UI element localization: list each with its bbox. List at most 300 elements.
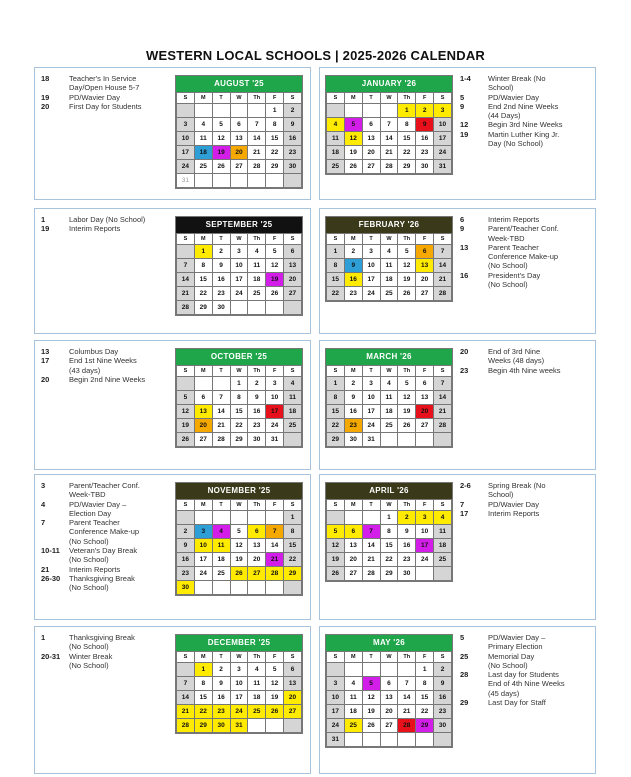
week-row xyxy=(327,287,452,301)
page-title: WESTERN LOCAL SCHOOLS | 2025-2026 CALENDAR xyxy=(145,48,486,63)
day-cell: 3 xyxy=(230,245,248,259)
month-header: OCTOBER '25 xyxy=(176,349,302,365)
empty-day-cell xyxy=(284,301,302,315)
empty-day-cell xyxy=(266,511,284,525)
day-cell: 21 xyxy=(177,705,195,719)
day-cell: 25 xyxy=(344,719,362,733)
day-cell: 10 xyxy=(177,132,195,146)
weekday-header: S xyxy=(177,366,195,377)
day-cell: 18 xyxy=(212,553,230,567)
day-cell: 21 xyxy=(380,146,398,160)
day-cell: 3 xyxy=(266,377,284,391)
day-cell: 28 xyxy=(266,567,284,581)
day-cell: 30 xyxy=(248,433,266,447)
empty-day-cell xyxy=(344,733,362,747)
weekday-header: M xyxy=(194,652,212,663)
event-date: 16 xyxy=(460,270,469,280)
week-row xyxy=(327,677,452,691)
weekday-header: T xyxy=(212,366,230,377)
day-cell: 26 xyxy=(362,719,380,733)
event-date: 5 xyxy=(460,633,465,642)
day-cell: 17 xyxy=(362,273,380,287)
weekday-header: Th xyxy=(398,652,416,663)
month-grid xyxy=(176,651,302,733)
week-row xyxy=(327,160,452,174)
day-cell: 2 xyxy=(212,245,230,259)
empty-day-cell xyxy=(266,719,284,733)
empty-day-cell xyxy=(177,663,195,677)
event-date: 4 xyxy=(41,499,46,509)
month-header: FEBRUARY '26 xyxy=(326,217,452,233)
day-cell: 9 xyxy=(416,118,434,132)
week-row xyxy=(177,581,302,595)
day-cell: 29 xyxy=(194,719,212,733)
month-header: APRIL '26 xyxy=(326,483,452,499)
day-cell: 25 xyxy=(248,287,266,301)
week-row xyxy=(177,705,302,719)
event-date: 1-4 xyxy=(460,74,471,83)
week-row xyxy=(177,118,302,132)
weekday-header: W xyxy=(380,652,398,663)
event-text: PD/Wavier Day – Primary Election xyxy=(488,633,546,652)
day-cell: 21 xyxy=(248,146,266,160)
day-cell: 30 xyxy=(212,301,230,315)
month-calendar xyxy=(175,216,303,316)
day-cell: 22 xyxy=(284,553,302,567)
day-cell: 15 xyxy=(284,539,302,553)
empty-day-cell xyxy=(380,733,398,747)
day-cell: 21 xyxy=(434,273,452,287)
day-cell: 19 xyxy=(230,553,248,567)
event-text: PD/Wavier Day xyxy=(69,92,120,102)
event-text: Martin Luther King Jr. Day (No School) xyxy=(488,129,560,149)
day-cell: 25 xyxy=(380,287,398,301)
week-row xyxy=(177,677,302,691)
day-cell: 7 xyxy=(362,525,380,539)
day-cell: 27 xyxy=(362,160,380,174)
weekday-header: S xyxy=(327,234,345,245)
day-cell: 2 xyxy=(434,663,452,677)
day-cell: 19 xyxy=(327,553,345,567)
event-date: 18 xyxy=(41,74,50,83)
empty-day-cell xyxy=(380,663,398,677)
event-notes xyxy=(41,347,175,384)
day-cell: 6 xyxy=(362,118,380,132)
day-cell: 22 xyxy=(266,146,284,160)
day-cell: 4 xyxy=(212,525,230,539)
day-cell: 13 xyxy=(194,405,212,419)
week-row xyxy=(327,553,452,567)
day-cell: 14 xyxy=(212,405,230,419)
empty-day-cell xyxy=(416,733,434,747)
event-text: End of 3rd Nine Weeks (48 days) xyxy=(488,347,545,366)
day-cell: 11 xyxy=(327,132,345,146)
event-text: Interim Reports xyxy=(488,508,540,518)
day-cell: 25 xyxy=(194,160,212,174)
event-notes xyxy=(41,633,175,670)
empty-day-cell xyxy=(177,104,195,118)
day-cell: 5 xyxy=(266,663,284,677)
event-text: Parent/Teacher Conf. Week-TBD xyxy=(69,481,140,500)
day-cell: 21 xyxy=(398,705,416,719)
week-row xyxy=(327,525,452,539)
month-grid xyxy=(326,233,452,301)
event-note xyxy=(41,574,175,593)
event-date: 1 xyxy=(41,215,46,224)
week-row xyxy=(327,273,452,287)
empty-day-cell xyxy=(434,433,452,447)
month-panel-left xyxy=(34,340,311,470)
weekday-header: S xyxy=(327,366,345,377)
day-cell: 3 xyxy=(416,511,434,525)
day-cell: 31 xyxy=(362,433,380,447)
day-cell: 18 xyxy=(194,146,212,160)
empty-day-cell xyxy=(284,581,302,595)
day-cell: 11 xyxy=(248,677,266,691)
weekday-header: Th xyxy=(248,500,266,511)
weekday-header: W xyxy=(380,500,398,511)
empty-day-cell xyxy=(327,663,345,677)
day-cell: 16 xyxy=(212,691,230,705)
weekday-header: S xyxy=(177,652,195,663)
day-cell: 6 xyxy=(248,525,266,539)
day-cell: 5 xyxy=(177,391,195,405)
empty-day-cell xyxy=(266,174,284,188)
week-row xyxy=(327,146,452,160)
weekday-header: S xyxy=(434,652,452,663)
day-cell: 8 xyxy=(327,391,345,405)
day-cell: 25 xyxy=(284,419,302,433)
weekday-header: M xyxy=(344,93,362,104)
day-cell: 11 xyxy=(380,391,398,405)
event-text: Spring Break (No School) xyxy=(488,481,546,500)
weekday-header: Th xyxy=(398,366,416,377)
day-cell: 19 xyxy=(212,146,230,160)
day-cell: 30 xyxy=(398,567,416,581)
weekday-header: M xyxy=(344,366,362,377)
day-cell: 26 xyxy=(266,705,284,719)
day-cell: 1 xyxy=(380,511,398,525)
weekday-header: T xyxy=(362,366,380,377)
empty-day-cell xyxy=(344,104,362,118)
week-row xyxy=(177,301,302,315)
event-text: Interim Reports xyxy=(488,215,540,224)
day-cell: 14 xyxy=(362,539,380,553)
month-grid xyxy=(176,233,302,315)
event-date: 5 xyxy=(460,92,465,102)
weekday-header: T xyxy=(212,652,230,663)
day-cell: 20 xyxy=(284,691,302,705)
week-row xyxy=(177,433,302,447)
day-cell: 6 xyxy=(344,525,362,539)
day-cell: 11 xyxy=(344,691,362,705)
week-row xyxy=(327,377,452,391)
day-cell: 28 xyxy=(212,433,230,447)
day-cell: 2 xyxy=(398,511,416,525)
day-cell: 30 xyxy=(416,160,434,174)
day-cell: 4 xyxy=(434,511,452,525)
month-panel-left xyxy=(34,474,311,620)
day-cell: 22 xyxy=(194,287,212,301)
weekday-header: Th xyxy=(398,234,416,245)
week-row xyxy=(327,567,452,581)
day-cell: 27 xyxy=(284,287,302,301)
month-calendar xyxy=(175,634,303,734)
day-cell: 17 xyxy=(177,146,195,160)
day-cell: 29 xyxy=(380,567,398,581)
day-cell: 20 xyxy=(284,273,302,287)
day-cell: 3 xyxy=(434,104,452,118)
month-header: MAY '26 xyxy=(326,635,452,651)
weekday-header: W xyxy=(380,234,398,245)
day-cell: 28 xyxy=(362,567,380,581)
day-cell: 11 xyxy=(248,259,266,273)
event-date: 6 xyxy=(460,215,465,224)
week-row xyxy=(327,419,452,433)
day-cell: 17 xyxy=(230,691,248,705)
event-date: 25 xyxy=(460,651,469,661)
event-date: 13 xyxy=(460,242,469,252)
week-row xyxy=(327,719,452,733)
day-cell: 23 xyxy=(212,287,230,301)
week-row xyxy=(177,405,302,419)
week-row xyxy=(177,287,302,301)
event-date: 13 xyxy=(41,347,50,356)
day-cell: 20 xyxy=(248,553,266,567)
event-date: 17 xyxy=(41,356,50,366)
event-note xyxy=(41,224,175,233)
day-cell: 20 xyxy=(362,146,380,160)
day-cell: 9 xyxy=(344,259,362,273)
event-text: Memorial Day (No School) xyxy=(488,651,535,670)
month-calendar xyxy=(175,482,303,596)
week-row xyxy=(177,259,302,273)
event-date: 19 xyxy=(460,129,469,139)
event-text: Interim Reports xyxy=(69,224,121,234)
event-note xyxy=(460,670,590,698)
day-cell: 12 xyxy=(362,691,380,705)
weekday-header: T xyxy=(362,93,380,104)
month-calendar xyxy=(175,348,303,448)
week-row xyxy=(327,259,452,273)
day-cell: 18 xyxy=(380,405,398,419)
day-cell: 17 xyxy=(266,405,284,419)
day-cell: 25 xyxy=(327,160,345,174)
day-cell: 26 xyxy=(230,567,248,581)
day-cell: 8 xyxy=(194,259,212,273)
weekday-header: W xyxy=(230,93,248,104)
empty-day-cell xyxy=(380,104,398,118)
day-cell: 17 xyxy=(194,553,212,567)
weekday-header: Th xyxy=(248,234,266,245)
day-cell: 14 xyxy=(248,132,266,146)
day-cell: 4 xyxy=(248,245,266,259)
day-cell: 22 xyxy=(230,419,248,433)
weekday-header: M xyxy=(344,234,362,245)
day-cell: 20 xyxy=(344,553,362,567)
day-cell: 31 xyxy=(327,733,345,747)
day-cell: 5 xyxy=(398,377,416,391)
day-cell: 27 xyxy=(416,419,434,433)
event-date: 20 xyxy=(41,374,50,384)
month-panel-right xyxy=(319,208,596,334)
empty-day-cell xyxy=(212,104,230,118)
day-cell: 13 xyxy=(416,391,434,405)
week-row xyxy=(177,553,302,567)
day-cell: 18 xyxy=(248,691,266,705)
day-cell: 4 xyxy=(248,663,266,677)
week-row xyxy=(177,377,302,391)
empty-day-cell xyxy=(327,511,345,525)
empty-day-cell xyxy=(212,511,230,525)
empty-day-cell xyxy=(416,567,434,581)
day-cell: 5 xyxy=(266,245,284,259)
day-cell: 24 xyxy=(362,419,380,433)
month-grid xyxy=(326,651,452,747)
month-calendar xyxy=(325,216,453,302)
event-note xyxy=(41,565,175,574)
empty-day-cell xyxy=(177,377,195,391)
weekday-header: F xyxy=(416,652,434,663)
weekday-header: W xyxy=(230,652,248,663)
event-note xyxy=(41,518,175,546)
day-cell: 19 xyxy=(177,419,195,433)
day-cell: 7 xyxy=(212,391,230,405)
event-date: 20 xyxy=(41,101,50,111)
event-date: 9 xyxy=(460,101,465,111)
empty-day-cell xyxy=(327,104,345,118)
day-cell: 14 xyxy=(434,259,452,273)
day-cell: 29 xyxy=(266,160,284,174)
event-date: 7 xyxy=(41,518,46,528)
event-date: 26-30 xyxy=(41,573,61,583)
day-cell: 7 xyxy=(398,677,416,691)
empty-day-cell xyxy=(194,174,212,188)
day-cell: 13 xyxy=(344,539,362,553)
day-cell: 13 xyxy=(380,691,398,705)
day-cell: 2 xyxy=(177,525,195,539)
day-cell: 14 xyxy=(434,391,452,405)
day-cell: 29 xyxy=(284,567,302,581)
month-grid xyxy=(176,365,302,447)
day-cell: 9 xyxy=(177,539,195,553)
week-row xyxy=(177,419,302,433)
weekday-header: S xyxy=(327,500,345,511)
day-cell: 12 xyxy=(212,132,230,146)
event-note xyxy=(41,375,175,384)
empty-day-cell xyxy=(212,377,230,391)
day-cell: 30 xyxy=(434,719,452,733)
event-note xyxy=(460,500,590,509)
weekday-header: F xyxy=(416,93,434,104)
weekday-header: S xyxy=(177,234,195,245)
day-cell: 26 xyxy=(266,287,284,301)
event-note xyxy=(41,500,175,519)
day-cell: 13 xyxy=(230,132,248,146)
month-calendar xyxy=(325,348,453,448)
day-cell: 1 xyxy=(194,663,212,677)
event-note xyxy=(460,509,590,518)
day-cell: 3 xyxy=(327,677,345,691)
week-row xyxy=(177,391,302,405)
day-cell: 22 xyxy=(380,553,398,567)
empty-day-cell xyxy=(194,581,212,595)
weekday-header: T xyxy=(212,93,230,104)
event-note xyxy=(41,652,175,671)
day-cell: 16 xyxy=(434,691,452,705)
day-cell: 13 xyxy=(284,259,302,273)
weekday-header: T xyxy=(362,234,380,245)
day-cell: 12 xyxy=(266,259,284,273)
event-notes xyxy=(41,481,175,593)
empty-day-cell xyxy=(248,719,266,733)
weekday-header: F xyxy=(266,93,284,104)
day-cell: 22 xyxy=(194,705,212,719)
day-cell: 23 xyxy=(398,553,416,567)
event-notes xyxy=(41,74,175,111)
month-grid xyxy=(326,92,452,174)
weekday-header: F xyxy=(266,234,284,245)
day-cell: 16 xyxy=(248,405,266,419)
day-cell: 15 xyxy=(398,132,416,146)
day-cell: 2 xyxy=(212,663,230,677)
event-text: Interim Reports xyxy=(69,564,121,574)
empty-day-cell xyxy=(362,733,380,747)
weekday-header: F xyxy=(266,500,284,511)
weekday-header: F xyxy=(266,652,284,663)
day-cell: 8 xyxy=(230,391,248,405)
weekday-header: S xyxy=(284,93,302,104)
day-cell: 15 xyxy=(416,691,434,705)
day-cell: 24 xyxy=(266,419,284,433)
event-date: 1 xyxy=(41,633,46,642)
day-cell: 17 xyxy=(362,405,380,419)
day-cell: 6 xyxy=(194,391,212,405)
weekday-header: F xyxy=(266,366,284,377)
weekday-header: Th xyxy=(248,366,266,377)
day-cell: 5 xyxy=(327,525,345,539)
week-row xyxy=(177,146,302,160)
event-text: President's Day (No School) xyxy=(488,270,541,290)
day-cell: 7 xyxy=(380,118,398,132)
day-cell: 13 xyxy=(362,132,380,146)
day-cell: 6 xyxy=(284,663,302,677)
event-note xyxy=(41,633,175,652)
weekday-header: M xyxy=(194,366,212,377)
day-cell: 24 xyxy=(230,705,248,719)
day-cell: 28 xyxy=(177,719,195,733)
day-cell: 5 xyxy=(344,118,362,132)
week-row xyxy=(177,245,302,259)
empty-day-cell xyxy=(434,567,452,581)
event-text: Parent Teacher Conference Make-up (No School) xyxy=(69,518,140,546)
event-note xyxy=(41,347,175,356)
day-cell: 27 xyxy=(230,160,248,174)
event-date: 7 xyxy=(460,499,465,509)
month-panel-left xyxy=(34,626,311,774)
day-cell: 6 xyxy=(416,377,434,391)
day-cell: 7 xyxy=(434,377,452,391)
weekday-header: Th xyxy=(398,500,416,511)
day-cell: 8 xyxy=(284,525,302,539)
day-cell: 2 xyxy=(344,245,362,259)
weekday-header: M xyxy=(194,93,212,104)
empty-day-cell xyxy=(248,301,266,315)
day-cell: 24 xyxy=(230,287,248,301)
empty-day-cell xyxy=(248,511,266,525)
week-row xyxy=(327,405,452,419)
day-cell: 26 xyxy=(398,419,416,433)
